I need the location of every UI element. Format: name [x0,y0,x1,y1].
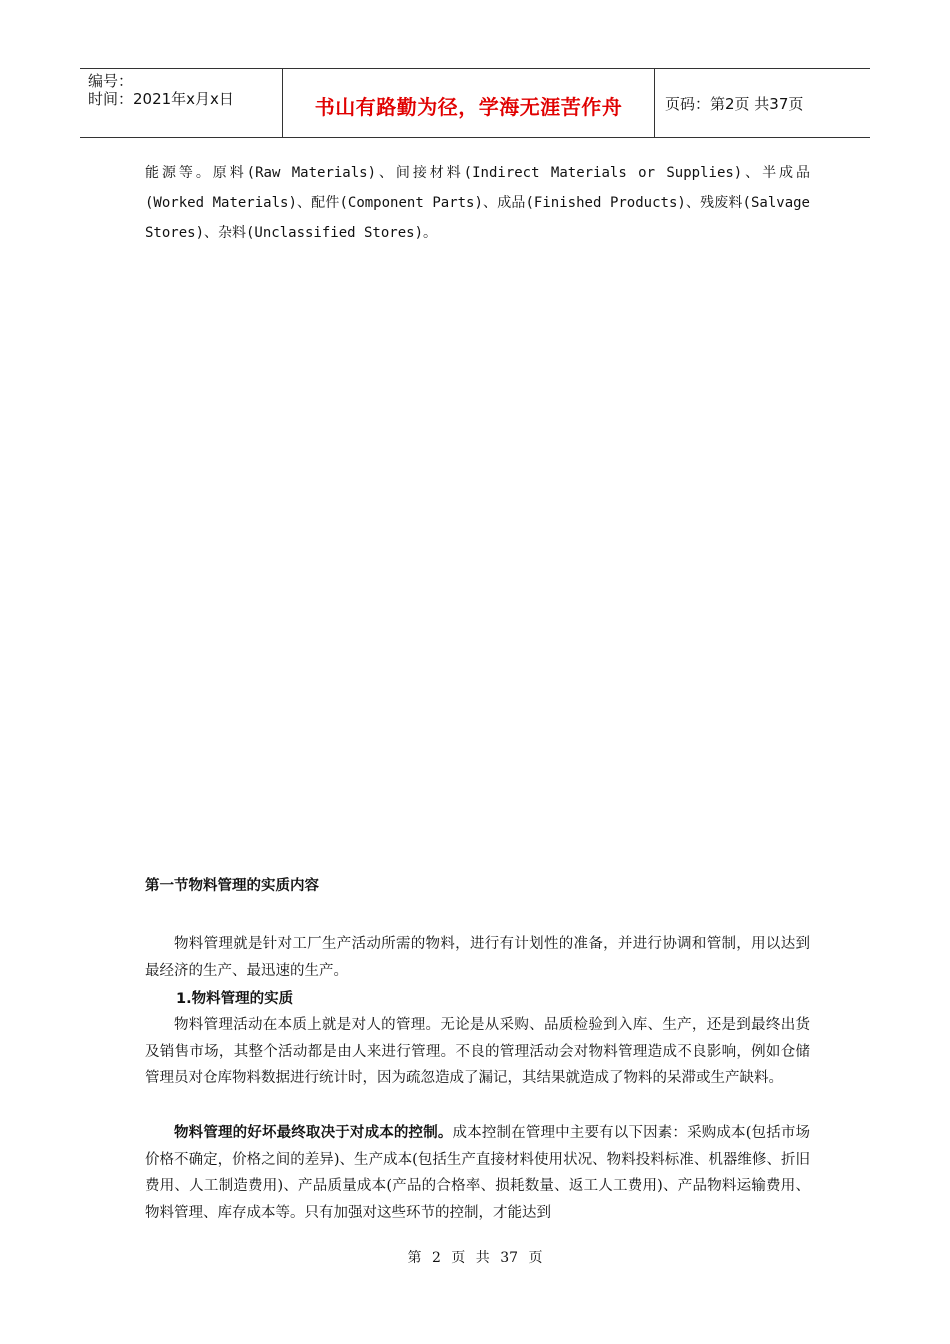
header-meta [88,72,234,108]
section-title: 第一节物料管理的实质内容 [145,878,319,894]
cost-text: 成本控制在管理中主要有以下因素：采购成本(包括市场价格不确定，价格之间的差异)、生产成本(包括生产直接材料使用状况、物料投料标准、机器维修、折旧费用、人工制造费用)、产品质量成本(产品的合格率、损耗数量、返工人工费用)、产品物料运输费用、物料管理、库存成本等。只有加强对这些环节的控制，才能达到 [145,1125,811,1221]
header-motto: 书山有路勤为径，学海无涯苦作舟 [314,95,623,119]
subheading: 1.物料管理的实质 [176,991,294,1007]
time-label: 时间：2021年x月x日 [88,90,234,108]
continued-paragraph: 能源等。原料(Raw Materials)、间接材料(Indirect Materials or Supplies)、半成品(Worked Materials)、配件(Component Parts)、成品(Finished Products)、残废料(Salvage Stores)、杂料(Unclassified Stores)。 [145,165,810,241]
header-table [80,68,870,138]
paragraph-cost [145,1120,810,1226]
section-intro: 物料管理就是针对工厂生产活动所需的物料，进行有计划性的准备，并进行协调和管制，用以达到最经济的生产、最迅速的生产。 [145,936,810,979]
paragraph-essence: 物料管理活动在本质上就是对人的管理。无论是从采购、品质检验到入库、生产，还是到最终出货及销售市场，其整个活动都是由人来进行管理。不良的管理活动会对物料管理造成不良影响，例如仓储管理员对仓库物料数据进行统计时，因为疏忽造成了漏记，其结果就造成了物料的呆滞或生产缺料。 [145,1017,810,1086]
header-divider [654,69,655,137]
number-label: 编号： [88,72,134,90]
header-page-info: 页码：第2页 共37页 [665,95,804,113]
cost-lead: 物料管理的好坏最终取决于对成本的控制。 [174,1125,453,1141]
page-footer: 第 2 页 共 37 页 [407,1250,543,1266]
